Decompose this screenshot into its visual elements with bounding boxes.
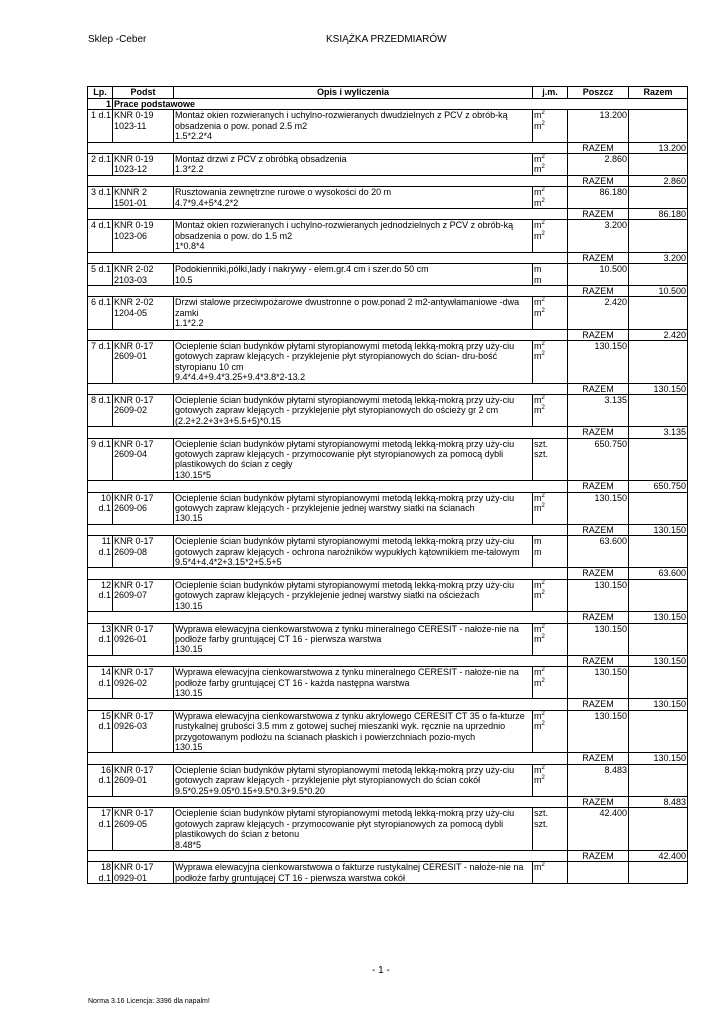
item-razem: 130.150: [629, 612, 688, 623]
item-unit-bottom: $m^2$: [534, 677, 545, 688]
item-podst: KNR 0-17 2609-06: [113, 492, 174, 524]
item-calc: (2.2+2.2+3+3+5.5+5)*0.15: [175, 415, 281, 426]
item-unit: [533, 220, 568, 252]
item-row: [88, 394, 688, 426]
item-unit: [533, 579, 568, 611]
item-razem: 42.400: [629, 851, 688, 862]
item-razem-blank: [629, 438, 688, 481]
item-description: [174, 110, 533, 142]
item-unit-top: $m^2$: [534, 187, 545, 198]
item-lp: 5 d.1: [88, 264, 113, 286]
item-razem: 130.150: [629, 383, 688, 394]
item-podst: KNR 0-17 2609-05: [113, 808, 174, 851]
razem-spacer: [88, 383, 568, 394]
item-unit-top: $m^2$: [534, 220, 545, 231]
item-row: [88, 536, 688, 568]
razem-row: [88, 175, 688, 186]
item-lp: 7 d.1: [88, 340, 113, 383]
item-poszcz: 130.150: [568, 667, 629, 699]
razem-label: RAZEM: [568, 753, 629, 764]
item-unit: [533, 862, 568, 884]
item-poszcz: 130.150: [568, 710, 629, 753]
item-podst: KNNR 2 1501-01: [113, 187, 174, 209]
item-lp: 13 d.1: [88, 623, 113, 655]
item-unit-top: $m^2$: [534, 340, 545, 351]
item-row: [88, 667, 688, 699]
razem-row: [88, 427, 688, 438]
item-lp: 3 d.1: [88, 187, 113, 209]
item-poszcz: 2.420: [568, 297, 629, 329]
item-lp: 14 d.1: [88, 667, 113, 699]
item-desc-text: Ocieplenie ścian budynków płytami styropianowymi metodą lekką-mokrą przy uży-ciu gotowych zapraw klejących - ochrona narożników wypukłych kątownikiem me-talowym: [175, 536, 520, 557]
item-desc-text: Wyprawa elewacyjna cienkowarstwowa z tynku mineralnego CERESIT - nałoże-nie na podłoże farby gruntującej CT 16 - każda następna warstwa: [175, 667, 519, 688]
item-desc-text: Wyprawa elewacyjna cienkowarstwowa z tynku mineralnego CERESIT - nałoże-nie na podłoże farby gruntującej CT 16 - pierwsza warstwa: [175, 623, 519, 644]
item-lp: 6 d.1: [88, 297, 113, 329]
page-number: - 1 -: [372, 965, 390, 976]
item-podst: KNR 0-17 0929-01: [113, 862, 174, 884]
item-description: [174, 667, 533, 699]
item-calc: 130.15: [175, 687, 203, 698]
item-razem: 130.150: [629, 524, 688, 535]
item-razem-blank: [629, 710, 688, 753]
item-unit-top: $m^2$: [534, 862, 545, 873]
item-podst: KNR 0-17 2609-04: [113, 438, 174, 481]
item-unit: [533, 710, 568, 753]
table-header-row: [88, 87, 688, 99]
item-unit: [533, 340, 568, 383]
razem-label: RAZEM: [568, 383, 629, 394]
razem-row: [88, 699, 688, 710]
item-description: [174, 394, 533, 426]
item-podst: KNR 0-17 2609-07: [113, 579, 174, 611]
item-unit-bottom: $m^2$: [534, 405, 545, 416]
item-calc: 10.5: [175, 274, 193, 285]
razem-spacer: [88, 699, 568, 710]
item-calc: 9.4*4.4+9.4*3.25+9.4*3.8*2-13.2: [175, 372, 306, 383]
item-row: [88, 862, 688, 884]
item-row: [88, 579, 688, 611]
item-desc-text: Podokienniki,półki,lady i nakrywy - elem.gr.4 cm i szer.do 50 cm: [175, 264, 429, 275]
item-poszcz: 130.150: [568, 340, 629, 383]
item-unit-bottom: szt.: [534, 818, 549, 829]
item-unit-top: $m^2$: [534, 764, 545, 775]
item-lp: 9 d.1: [88, 438, 113, 481]
item-razem-blank: [629, 394, 688, 426]
item-razem-blank: [629, 764, 688, 796]
item-razem: 86.180: [629, 209, 688, 220]
item-unit-top: $m^2$: [534, 492, 545, 503]
razem-row: [88, 142, 688, 153]
item-unit-top: $m^2$: [534, 154, 545, 165]
item-podst: KNR 0-17 2609-01: [113, 764, 174, 796]
razem-spacer: [88, 329, 568, 340]
razem-label: RAZEM: [568, 655, 629, 666]
item-row: [88, 438, 688, 481]
item-razem: 650.750: [629, 481, 688, 492]
razem-label: RAZEM: [568, 699, 629, 710]
razem-label: RAZEM: [568, 427, 629, 438]
item-calc: 1*0.8*4: [175, 241, 205, 252]
item-unit-bottom: $m^2$: [534, 164, 545, 175]
item-desc-text: Wyprawa elewacyjna cienkowarstwowa z tynku akrylowego CERESIT CT 35 o fa-kturze rustykalnej grubości 3.5 mm z gotowej suchej mieszanki wyk. ręcznie na uprzednio przygotowanym podłożu na ścianach płaskich i powierzchniach pozio-mych: [175, 710, 525, 742]
razem-label: RAZEM: [568, 851, 629, 862]
razem-label: RAZEM: [568, 612, 629, 623]
item-desc-text: Wyprawa elewacyjna cienkowarstwowa o fakturze rustykalnej CERESIT - nałoże-nie na podłoże farby gruntującej CT 16 - pierwsza warstwa cokół: [175, 862, 524, 883]
item-razem-blank: [629, 492, 688, 524]
item-description: [174, 536, 533, 568]
razem-label: RAZEM: [568, 142, 629, 153]
license-note: Norma 3.16 Licencja: 3396 dla napalm!: [88, 998, 210, 1005]
item-calc: 8.48*5: [175, 839, 202, 850]
bill-of-quantities-table: [87, 86, 688, 884]
item-unit-top: szt.: [534, 438, 549, 449]
razem-row: [88, 797, 688, 808]
item-calc: 9.5*0.25+9.05*0.15+9.5*0.3+9.5*0.20: [175, 785, 325, 796]
item-lp: 8 d.1: [88, 394, 113, 426]
document-title: KSIĄŻKA PRZEDMIARÓW: [326, 34, 447, 45]
item-podst: KNR 0-17 0926-02: [113, 667, 174, 699]
razem-row: [88, 524, 688, 535]
item-calc: 4.7*9.4+5*4.2*2: [175, 197, 239, 208]
item-row: [88, 297, 688, 329]
item-desc-text: Ocieplenie ścian budynków płytami styropianowymi metodą lekką-mokrą przy uży-ciu gotowych zapraw klejących - przymocowanie płyt styropianowych za pomocą dybli plastikowych do ścian z betonu: [175, 808, 515, 840]
item-row: [88, 492, 688, 524]
item-podst: KNR 0-17 0926-01: [113, 623, 174, 655]
col-lp-header: Lp.: [88, 87, 113, 99]
razem-label: RAZEM: [568, 797, 629, 808]
item-poszcz: 130.150: [568, 623, 629, 655]
item-razem-blank: [629, 220, 688, 252]
razem-spacer: [88, 568, 568, 579]
item-unit: [533, 536, 568, 568]
razem-spacer: [88, 481, 568, 492]
razem-row: [88, 612, 688, 623]
item-razem: 3.135: [629, 427, 688, 438]
item-razem-blank: [629, 297, 688, 329]
item-description: [174, 438, 533, 481]
item-poszcz: 63.600: [568, 536, 629, 568]
razem-spacer: [88, 524, 568, 535]
item-calc: 9.5*4+4.4*2+3.15*2+5.5+5: [175, 557, 282, 568]
item-unit: [533, 110, 568, 142]
item-description: [174, 764, 533, 796]
section-lp: 1: [88, 99, 113, 110]
item-unit-top: $m^2$: [534, 667, 545, 678]
item-desc-text: Ocieplenie ścian budynków płytami styropianowymi metodą lekką-mokrą przy uży-ciu gotowych zapraw klejących - przyklejenie płyt styropianowych do ścian- dru-bość styropianu 10 cm: [175, 340, 515, 372]
item-calc: 130.15: [175, 600, 203, 611]
item-row: [88, 110, 688, 142]
section-row: [88, 99, 688, 110]
razem-spacer: [88, 851, 568, 862]
item-calc: 130.15: [175, 741, 203, 752]
razem-label: RAZEM: [568, 481, 629, 492]
item-calc: 130.15: [175, 644, 203, 655]
item-podst: KNR 2-02 1204-05: [113, 297, 174, 329]
item-calc: 130.15: [175, 513, 203, 524]
item-row: [88, 264, 688, 286]
razem-spacer: [88, 252, 568, 263]
item-razem: 63.600: [629, 568, 688, 579]
item-lp: 18 d.1: [88, 862, 113, 884]
razem-label: RAZEM: [568, 329, 629, 340]
item-podst: KNR 0-17 2609-01: [113, 340, 174, 383]
section-title: Prace podstawowe: [113, 99, 688, 110]
item-calc: 1.5*2.2*4: [175, 131, 213, 142]
item-unit-top: $m^2$: [534, 623, 545, 634]
razem-row: [88, 753, 688, 764]
item-unit: [533, 764, 568, 796]
item-razem-blank: [629, 808, 688, 851]
item-row: [88, 154, 688, 176]
item-unit-top: $m^2$: [534, 710, 545, 721]
item-unit: [533, 297, 568, 329]
item-description: [174, 710, 533, 753]
item-poszcz: 8.483: [568, 764, 629, 796]
item-desc-text: Montaż drzwi z PCV z obróbką obsadzenia: [175, 154, 347, 165]
item-podst: KNR 0-19 1023-12: [113, 154, 174, 176]
item-desc-text: Montaż okien rozwieranych i uchylno-rozwieranych jednodzielnych z PCV z obrób-ką obsadzenia o pow. do 1.5 m2: [175, 220, 514, 241]
item-description: [174, 187, 533, 209]
item-unit-bottom: $m^2$: [534, 721, 545, 732]
item-unit: [533, 492, 568, 524]
item-description: [174, 154, 533, 176]
item-lp: 1 d.1: [88, 110, 113, 142]
item-unit: [533, 154, 568, 176]
item-desc-text: Ocieplenie ścian budynków płytami styropianowymi metodą lekką-mokrą przy uży-ciu gotowych zapraw klejących - przyklejenie płyt styropianowych do ościeży gr 2 cm: [175, 394, 515, 416]
item-row: [88, 340, 688, 383]
item-desc-text: Ocieplenie ścian budynków płytami styropianowymi metodą lekką-mokrą przy uży-ciu gotowych zapraw klejących - przyklejenie jednej warstwy siatki na ościeżach: [175, 579, 515, 601]
item-unit-bottom: m: [534, 274, 542, 285]
item-razem-blank: [629, 623, 688, 655]
razem-row: [88, 209, 688, 220]
item-unit-bottom: $m^2$: [534, 230, 545, 241]
item-podst: KNR 0-17 2609-02: [113, 394, 174, 426]
item-poszcz: 130.150: [568, 492, 629, 524]
item-unit: [533, 438, 568, 481]
item-poszcz: 650.750: [568, 438, 629, 481]
item-poszcz: 42.400: [568, 808, 629, 851]
item-lp: 16 d.1: [88, 764, 113, 796]
col-razem-header: Razem: [629, 87, 688, 99]
item-desc-text: Ocieplenie ścian budynków płytami styropianowymi metodą lekką-mokrą przy uży-ciu gotowych zapraw klejących - przyklejenie płyt styropianowych do ścian cokół: [175, 764, 515, 786]
item-razem-blank: [629, 340, 688, 383]
item-description: [174, 220, 533, 252]
item-poszcz: 10.500: [568, 264, 629, 286]
item-poszcz: 13.200: [568, 110, 629, 142]
item-unit: [533, 264, 568, 286]
razem-label: RAZEM: [568, 285, 629, 296]
item-podst: KNR 0-19 1023-11: [113, 110, 174, 142]
item-description: [174, 297, 533, 329]
razem-spacer: [88, 797, 568, 808]
item-unit-top: $m^2$: [534, 110, 545, 121]
item-razem-blank: [629, 862, 688, 884]
item-unit: [533, 667, 568, 699]
razem-row: [88, 285, 688, 296]
item-row: [88, 623, 688, 655]
razem-row: [88, 252, 688, 263]
item-description: [174, 808, 533, 851]
item-poszcz: 130.150: [568, 579, 629, 611]
item-podst: KNR 0-17 2609-08: [113, 536, 174, 568]
col-poszcz-header: Poszcz: [568, 87, 629, 99]
item-unit-bottom: $m^2$: [534, 351, 545, 362]
item-razem-blank: [629, 110, 688, 142]
item-lp: 11 d.1: [88, 536, 113, 568]
col-opis-header: Opis i wyliczenia: [174, 87, 533, 99]
item-description: [174, 862, 533, 884]
item-unit: [533, 394, 568, 426]
item-razem-blank: [629, 667, 688, 699]
col-podst-header: Podst: [113, 87, 174, 99]
item-desc-text: Ocieplenie ścian budynków płytami styropianowymi metodą lekką-mokrą przy uży-ciu gotowych zapraw klejących - przymocowanie płyt styropianowych za pomocą dybli plastikowych do ścian z cegły: [175, 438, 515, 470]
item-unit-bottom: $m^2$: [534, 503, 545, 514]
razem-spacer: [88, 142, 568, 153]
razem-spacer: [88, 427, 568, 438]
item-calc: 1.3*2.2: [175, 164, 204, 175]
item-razem-blank: [629, 154, 688, 176]
item-razem: 130.150: [629, 699, 688, 710]
item-unit-top: $m^2$: [534, 394, 545, 405]
razem-spacer: [88, 209, 568, 220]
item-poszcz: [568, 862, 629, 884]
razem-spacer: [88, 612, 568, 623]
item-unit-top: $m^2$: [534, 579, 545, 590]
item-podst: KNR 2-02 2103-03: [113, 264, 174, 286]
razem-label: RAZEM: [568, 252, 629, 263]
item-unit-bottom: $m^2$: [534, 775, 545, 786]
razem-spacer: [88, 753, 568, 764]
item-poszcz: 3.200: [568, 220, 629, 252]
item-lp: 17 d.1: [88, 808, 113, 851]
item-desc-text: Montaż okien rozwieranych i uchylno-rozwieranych dwudzielnych z PCV z obrób-ką obsadzenia o pow. ponad 2.5 m2: [175, 110, 508, 131]
item-unit: [533, 187, 568, 209]
item-unit-bottom: $m^2$: [534, 590, 545, 601]
item-description: [174, 579, 533, 611]
item-desc-text: Drzwi stalowe przeciwpożarowe dwustronne o pow.ponad 2 m2-antywłamaniowe -dwa zamki: [175, 297, 520, 318]
item-podst: KNR 0-17 0926-03: [113, 710, 174, 753]
item-unit-top: m: [534, 536, 542, 547]
item-row: [88, 764, 688, 796]
item-desc-text: Rusztowania zewnętrzne rurowe o wysokości do 20 m: [175, 187, 392, 198]
item-lp: 2 d.1: [88, 154, 113, 176]
item-desc-text: Ocieplenie ścian budynków płytami styropianowymi metodą lekką-mokrą przy uży-ciu gotowych zapraw klejących - przyklejenie jednej warstwy siatki na ścianach: [175, 492, 515, 514]
item-unit-top: szt.: [534, 808, 549, 819]
item-poszcz: 2.860: [568, 154, 629, 176]
item-description: [174, 264, 533, 286]
item-razem-blank: [629, 536, 688, 568]
item-lp: 4 d.1: [88, 220, 113, 252]
item-razem: 13.200: [629, 142, 688, 153]
item-unit-bottom: $m^2$: [534, 120, 545, 131]
item-row: [88, 187, 688, 209]
col-jm-header: j.m.: [533, 87, 568, 99]
razem-label: RAZEM: [568, 209, 629, 220]
item-razem: 3.200: [629, 252, 688, 263]
razem-row: [88, 655, 688, 666]
item-unit-bottom: m: [534, 546, 542, 557]
item-razem-blank: [629, 187, 688, 209]
razem-row: [88, 329, 688, 340]
item-description: [174, 492, 533, 524]
item-description: [174, 340, 533, 383]
item-razem: 2.420: [629, 329, 688, 340]
item-row: [88, 808, 688, 851]
razem-spacer: [88, 655, 568, 666]
item-lp: 12 d.1: [88, 579, 113, 611]
item-podst: KNR 0-19 1023-06: [113, 220, 174, 252]
item-razem-blank: [629, 579, 688, 611]
item-unit-top: $m^2$: [534, 297, 545, 308]
razem-row: [88, 568, 688, 579]
item-calc: 130.15*5: [175, 469, 212, 480]
item-description: [174, 623, 533, 655]
item-calc: 1.1*2.2: [175, 318, 204, 329]
razem-label: RAZEM: [568, 568, 629, 579]
item-row: [88, 220, 688, 252]
item-unit-bottom: $m^2$: [534, 197, 545, 208]
razem-row: [88, 383, 688, 394]
item-razem: 8.483: [629, 797, 688, 808]
company-name: Sklep -Ceber: [88, 34, 147, 45]
item-poszcz: 86.180: [568, 187, 629, 209]
item-razem-blank: [629, 264, 688, 286]
item-razem: 130.150: [629, 753, 688, 764]
razem-label: RAZEM: [568, 175, 629, 186]
item-unit: [533, 808, 568, 851]
item-unit-top: m: [534, 264, 542, 275]
item-unit-bottom: szt.: [534, 449, 549, 459]
razem-spacer: [88, 175, 568, 186]
item-unit-bottom: $m^2$: [534, 633, 545, 644]
razem-label: RAZEM: [568, 524, 629, 535]
razem-spacer: [88, 285, 568, 296]
item-row: [88, 710, 688, 753]
razem-row: [88, 481, 688, 492]
item-unit-bottom: $m^2$: [534, 307, 545, 318]
item-poszcz: 3.135: [568, 394, 629, 426]
item-razem: 130.150: [629, 655, 688, 666]
item-lp: 10 d.1: [88, 492, 113, 524]
item-lp: 15 d.1: [88, 710, 113, 753]
item-razem: 2.860: [629, 175, 688, 186]
item-unit: [533, 623, 568, 655]
item-razem: 10.500: [629, 285, 688, 296]
razem-row: [88, 851, 688, 862]
